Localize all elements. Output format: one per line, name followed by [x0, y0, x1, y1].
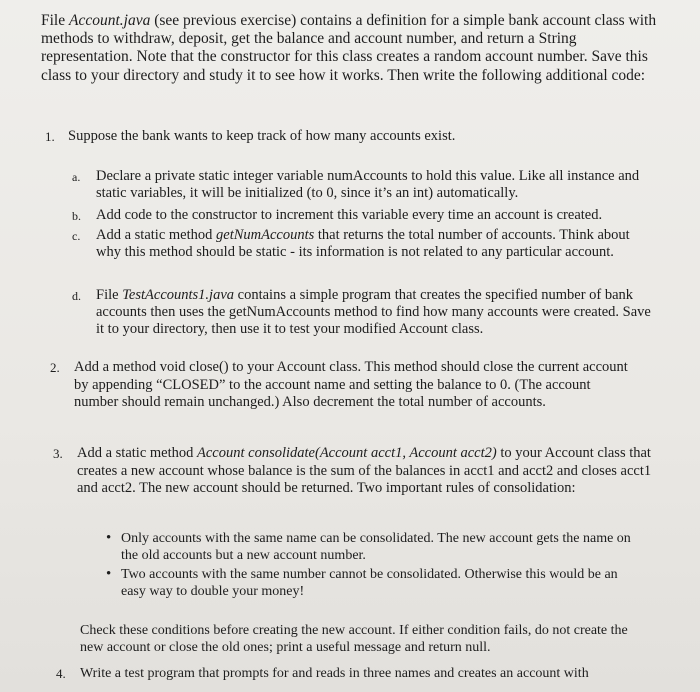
- subitem-a-letter: a.: [72, 170, 81, 184]
- subitem-c-letter: c.: [72, 229, 81, 243]
- subitem-d-post: contains a simple program that creates the specified number of bank accounts then uses the getNumAccounts method to find how many accounts were created. Save it to your directory, then use it to test your modified Account class.: [96, 287, 651, 338]
- bullet-1-marker: •: [106, 530, 112, 546]
- consolidation-note: Check these conditions before creating the new account. If either condition fails, do not create the new account or close the old ones; print a useful message and return null.: [80, 623, 628, 655]
- item-3-pre: Add a static method: [77, 445, 198, 461]
- bullet-2-marker: •: [106, 566, 112, 582]
- item-1-number: 1.: [45, 129, 55, 144]
- intro-paragraph: [41, 12, 663, 85]
- intro-text-start: File: [41, 12, 69, 29]
- item-3-method-signature: Account consolidate(Account acct1, Account acct2): [197, 445, 497, 461]
- item-2-text: Add a method void close() to your Account class. This method should close the current account by appending “CLOSED” to the account name and setting the balance to 0. (The account number should remain unchanged.) Also decrement the total number of accounts.: [74, 359, 628, 410]
- bullet-1-text: Only accounts with the same name can be consolidated. The new account gets the name on the old accounts but a new account number.: [121, 531, 631, 563]
- subitem-b-text: Add code to the constructor to increment this variable every time an account is created.: [96, 207, 603, 223]
- subitem-b-letter: b.: [72, 209, 81, 223]
- item-3-text: [77, 445, 652, 498]
- item-3-number: 3.: [53, 446, 63, 461]
- subitem-d-text: [96, 287, 658, 339]
- intro-text-rest: (see previous exercise) contains a definition for a simple bank account class with methods to withdraw, deposit, get the balance and account number, and return a String representation. Note that the constructor for this class creates a random account number. Save this class to your directory and study it to see how it works. Then write the following additional code:: [41, 12, 657, 84]
- subitem-c-post: that returns the total number of accounts. Think about why this method should be static - its information is not related to any particular account.: [96, 227, 630, 261]
- item-1-text: Suppose the bank wants to keep track of how many accounts exist.: [68, 128, 456, 144]
- item-4-text: Write a test program that prompts for and reads in three names and creates an account with: [80, 666, 589, 681]
- item-3-post: to your Account class that creates a new account whose balance is the sum of the balances in acct1 and acct2 and closes acct1 and acct2. The new account should be returned. Two important rules of consolidation:: [77, 445, 652, 496]
- subitem-d-filename: TestAccounts1.java: [122, 287, 235, 303]
- subitem-c-pre: Add a static method: [96, 227, 217, 243]
- bullet-2-text: Two accounts with the same number cannot be consolidated. Otherwise this would be an easy way to double your money!: [121, 567, 618, 599]
- item-2-number: 2.: [50, 360, 60, 375]
- subitem-a-text: Declare a private static integer variable numAccounts to hold this value. Like all instance and static variables, it will be initialized (to 0, since it’s an int) automatically.: [96, 168, 640, 202]
- subitem-d-pre: File: [96, 287, 123, 303]
- subitem-c-method: getNumAccounts: [216, 227, 315, 243]
- intro-filename: Account.java: [69, 12, 151, 29]
- subitem-d-letter: d.: [72, 289, 81, 303]
- subitem-c-text: [96, 227, 658, 261]
- item-4-number: 4.: [56, 666, 66, 681]
